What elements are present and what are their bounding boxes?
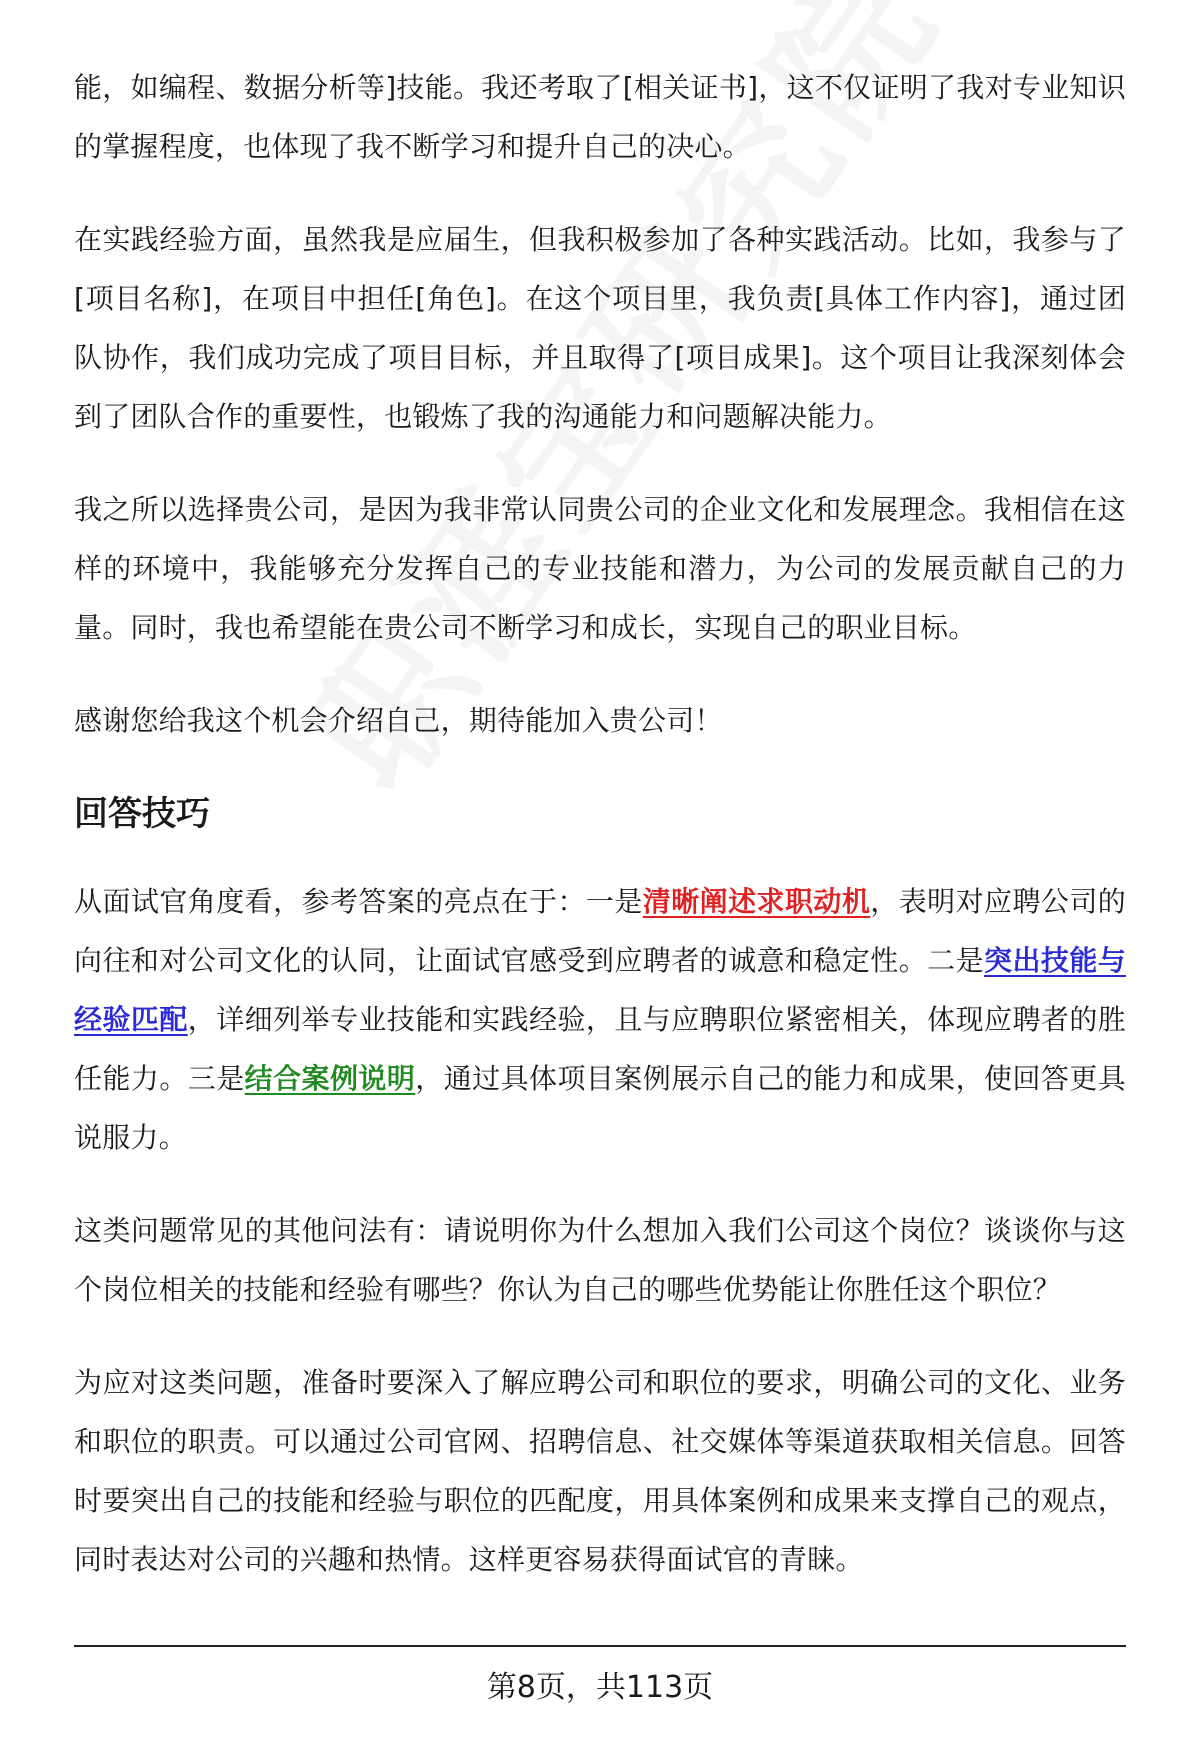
page-number: 第8页，共113页 — [486, 1670, 714, 1705]
section-heading-answer-tips: 回答技巧 — [74, 794, 210, 834]
paragraph-experience: 在实践经验方面，虽然我是应届生，但我积极参加了各种实践活动。比如，我参与了[项目名称]，在项目中担任[角色]。在这个项目里，我负责[具体工作内容]，通过团队协作，我们成功完成了项目目标，并且取得了[项目成果]。这个项目让我深刻体会到了团队合作的重要性，也锻炼了我的沟通能力和问题解决能力。 — [74, 223, 1126, 433]
tips-text-1: 从面试官角度看，参考答案的亮点在于：一是 — [74, 885, 643, 918]
highlight-motivation: 清晰阐述求职动机 — [642, 885, 871, 918]
document-page — [74, 58, 1126, 1623]
highlight-case-example: 结合案例说明 — [244, 1062, 416, 1095]
paragraph-skills: 能，如编程、数据分析等]技能。我还考取了[相关证书]，这不仅证明了我对专业知识的掌握程度，也体现了我不断学习和提升自己的决心。 — [74, 71, 1126, 163]
paragraph-company-choice: 我之所以选择贵公司，是因为我非常认同贵公司的企业文化和发展理念。我相信在这样的环境中，我能够充分发挥自己的专业技能和潜力，为公司的发展贡献自己的力量。同时，我也希望能在贵公司不断学习和成长，实现自己的职业目标。 — [74, 493, 1126, 644]
paragraph-alt-questions: 这类问题常见的其他问法有：请说明你为什么想加入我们公司这个岗位？谈谈你与这个岗位相关的技能和经验有哪些？你认为自己的哪些优势能让你胜任这个职位？ — [74, 1214, 1126, 1306]
paragraph-tips — [74, 872, 1126, 1167]
paragraph-preparation: 为应对这类问题，准备时要深入了解应聘公司和职位的要求，明确公司的文化、业务和职位的职责。可以通过公司官网、招聘信息、社交媒体等渠道获取相关信息。回答时要突出自己的技能和经验与职位的匹配度，用具体案例和成果来支撑自己的观点，同时表达对公司的兴趣和热情。这样更容易获得面试官的青睐。 — [74, 1366, 1126, 1576]
tips-text-3: ，详细列举专业技能和实践经验，且与应聘职位紧密相关，体现应聘者的胜任能力。三是 — [74, 1003, 1126, 1095]
paragraph-thanks: 感谢您给我这个机会介绍自己，期待能加入贵公司！ — [74, 704, 723, 737]
tips-text-4: ，通过具体项目案例展示自己的能力和成果，使回答更具说服力。 — [74, 1062, 1127, 1154]
footer-divider — [74, 1645, 1126, 1647]
tips-text-2: ，表明对应聘公司的向往和对公司文化的认同，让面试官感受到应聘者的诚意和稳定性。二是 — [74, 885, 1126, 977]
highlight-skill-match: 突出技能与经验匹配 — [74, 944, 1126, 1036]
